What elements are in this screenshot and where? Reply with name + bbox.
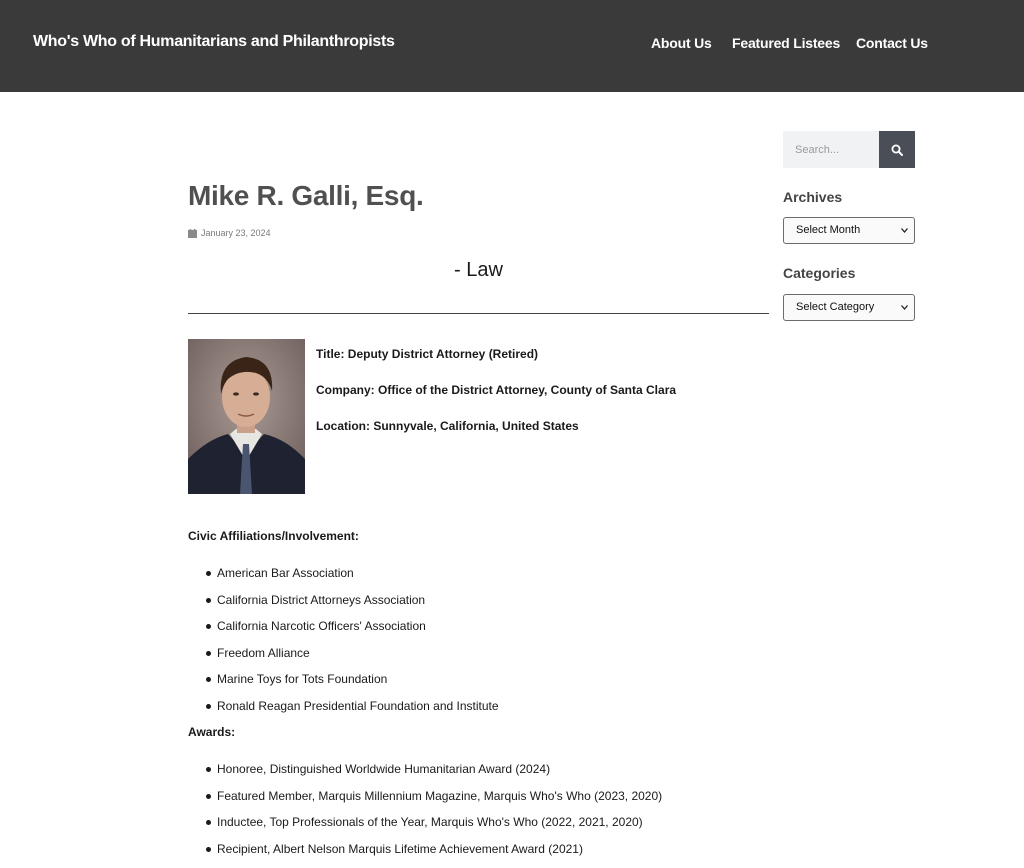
site-title-link[interactable]: Who's Who of Humanitarians and Philanthropists	[33, 33, 395, 51]
nav-contact-us[interactable]: Contact Us	[856, 35, 928, 51]
awards-label: Awards:	[188, 725, 235, 739]
awards-list	[188, 762, 662, 868]
civic-label: Civic Affiliations/Involvement:	[188, 529, 359, 543]
list-item: Marine Toys for Tots Foundation	[217, 672, 499, 699]
nav-featured-listees[interactable]: Featured Listees	[732, 35, 840, 51]
civic-list	[188, 566, 499, 725]
categories-select[interactable]	[783, 294, 915, 321]
list-item: California Narcotic Officers' Association	[217, 619, 499, 646]
search-input[interactable]	[783, 131, 879, 168]
fact-title: Title: Deputy District Attorney (Retired)	[316, 346, 676, 362]
list-item: Featured Member, Marquis Millennium Magazine, Marquis Who's Who (2023, 2020)	[217, 789, 662, 816]
nav-about-us[interactable]: About Us	[651, 35, 712, 51]
list-item: Honoree, Distinguished Worldwide Humanitarian Award (2024)	[217, 762, 662, 789]
chevron-down-icon	[901, 305, 908, 310]
fact-location: Location: Sunnyvale, California, United States	[316, 418, 676, 434]
search-button[interactable]	[879, 131, 915, 168]
list-item: American Bar Association	[217, 566, 499, 593]
chevron-down-icon	[901, 228, 908, 233]
archives-select[interactable]	[783, 217, 915, 244]
categories-title: Categories	[783, 265, 855, 281]
categories-select-value: Select Category	[796, 301, 874, 313]
archives-select-value: Select Month	[796, 224, 860, 236]
search-icon	[891, 144, 903, 156]
profile-facts	[316, 346, 676, 454]
post-subtitle: - Law	[188, 259, 769, 282]
list-item: Inductee, Top Professionals of the Year, Marquis Who's Who (2022, 2021, 2020)	[217, 815, 662, 842]
archives-title: Archives	[783, 189, 842, 205]
post-title: Mike R. Galli, Esq.	[188, 180, 424, 212]
post-date[interactable]: January 23, 2024	[201, 228, 271, 238]
search-form	[783, 131, 915, 168]
list-item: Recipient, Albert Nelson Marquis Lifetime Achievement Award (2021)	[217, 842, 662, 868]
list-item: Freedom Alliance	[217, 646, 499, 673]
divider	[188, 313, 769, 314]
site-header	[0, 0, 1024, 92]
list-item: Ronald Reagan Presidential Foundation and Institute	[217, 699, 499, 726]
list-item: California District Attorneys Association	[217, 593, 499, 620]
calendar-icon	[188, 229, 197, 238]
fact-company: Company: Office of the District Attorney, County of Santa Clara	[316, 382, 676, 398]
profile-photo	[188, 339, 305, 494]
post-meta	[188, 228, 271, 238]
